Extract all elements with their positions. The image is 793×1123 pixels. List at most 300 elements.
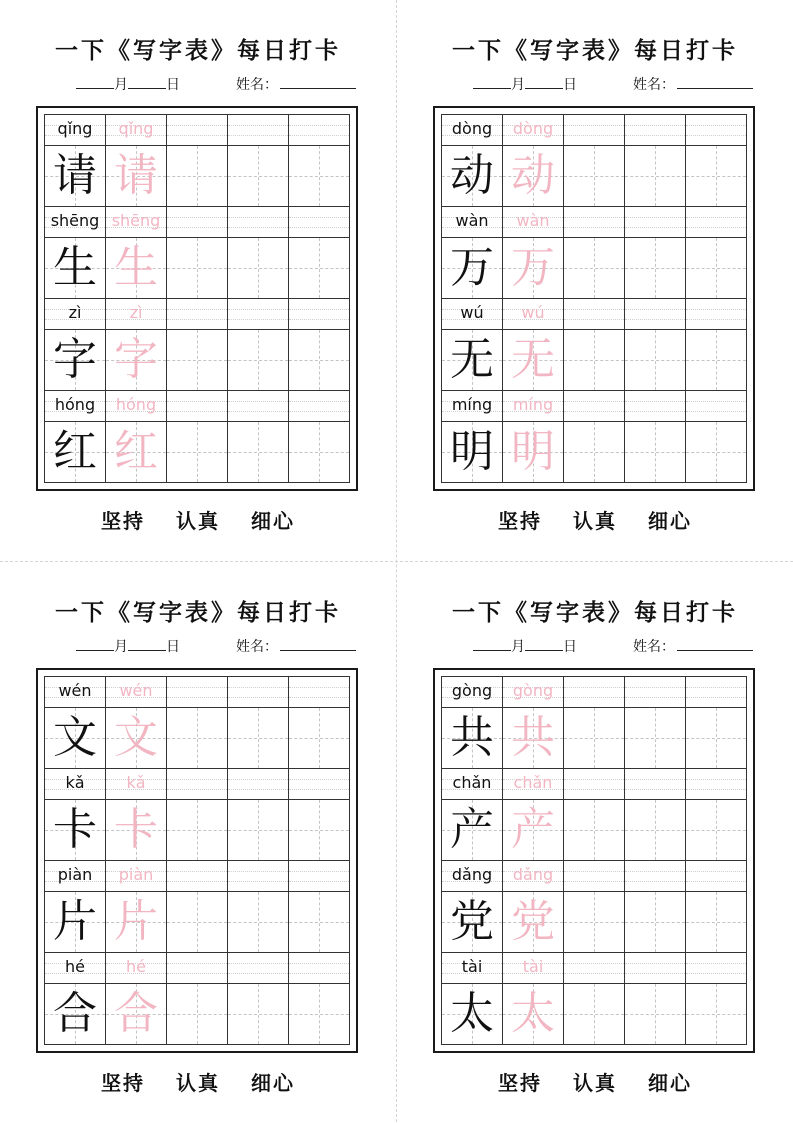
hanzi-trace-cell xyxy=(503,892,564,953)
pinyin-row xyxy=(45,115,350,146)
hanzi-trace-char: 无 xyxy=(511,334,555,385)
pinyin-trace-text: hé xyxy=(126,957,146,976)
hanzi-trace-char: 太 xyxy=(511,988,555,1039)
hanzi-blank-cell[interactable] xyxy=(686,146,747,207)
hanzi-blank-cell[interactable] xyxy=(564,708,625,769)
pinyin-row xyxy=(45,207,350,238)
pinyin-cell xyxy=(442,769,503,800)
pinyin-text: kǎ xyxy=(65,773,85,792)
hanzi-row xyxy=(442,892,747,953)
day-blank[interactable] xyxy=(128,76,166,89)
card-title: 一下《写字表》每日打卡 xyxy=(452,37,738,64)
card-title: 一下《写字表》每日打卡 xyxy=(55,37,341,64)
writing-grid xyxy=(44,676,350,1045)
pinyin-blank-cell[interactable] xyxy=(564,953,625,984)
hanzi-blank-cell[interactable] xyxy=(228,984,289,1045)
pinyin-blank-cell[interactable] xyxy=(167,115,228,146)
hanzi-blank-cell[interactable] xyxy=(228,422,289,483)
pinyin-text: tài xyxy=(461,957,483,976)
motto-word: 坚持 xyxy=(498,1071,543,1095)
hanzi-cell xyxy=(442,146,503,207)
pinyin-cell xyxy=(442,391,503,422)
hanzi-blank-cell[interactable] xyxy=(167,238,228,299)
hanzi-cell xyxy=(45,238,106,299)
pinyin-blank-cell[interactable] xyxy=(564,769,625,800)
pinyin-trace-cell xyxy=(503,207,564,238)
pinyin-blank-cell[interactable] xyxy=(686,861,747,892)
pinyin-trace-text: dòng xyxy=(512,119,554,138)
hanzi-blank-cell[interactable] xyxy=(686,984,747,1045)
hanzi-trace-cell xyxy=(106,238,167,299)
hanzi-row xyxy=(442,800,747,861)
date-name-line xyxy=(76,74,356,94)
pinyin-text: shēng xyxy=(50,211,100,230)
name-blank[interactable] xyxy=(280,638,356,651)
hanzi-blank-cell[interactable] xyxy=(289,146,350,207)
hanzi-blank-cell[interactable] xyxy=(625,238,686,299)
hanzi-row xyxy=(45,146,350,207)
writing-grid xyxy=(441,676,747,1045)
name-label: 姓名： xyxy=(633,77,675,93)
pinyin-blank-cell[interactable] xyxy=(228,953,289,984)
month-label: 月 xyxy=(114,639,128,655)
motto xyxy=(397,505,793,534)
hanzi-trace-cell xyxy=(106,146,167,207)
month-blank[interactable] xyxy=(76,638,114,651)
pinyin-cell xyxy=(45,391,106,422)
hanzi-trace-char: 片 xyxy=(114,896,158,947)
hanzi-char: 无 xyxy=(450,334,494,385)
pinyin-trace-cell xyxy=(106,115,167,146)
hanzi-blank-cell[interactable] xyxy=(289,892,350,953)
motto xyxy=(0,505,396,534)
motto-word: 坚持 xyxy=(101,509,146,533)
hanzi-trace-cell xyxy=(503,146,564,207)
motto-word: 认真 xyxy=(573,1071,617,1095)
pinyin-blank-cell[interactable] xyxy=(625,861,686,892)
hanzi-row xyxy=(45,238,350,299)
motto-word: 坚持 xyxy=(498,509,543,533)
hanzi-blank-cell[interactable] xyxy=(686,708,747,769)
pinyin-blank-cell[interactable] xyxy=(228,207,289,238)
pinyin-trace-cell xyxy=(503,953,564,984)
month-blank[interactable] xyxy=(473,76,511,89)
day-blank[interactable] xyxy=(525,638,563,651)
hanzi-char: 产 xyxy=(450,804,494,855)
pinyin-blank-cell[interactable] xyxy=(686,115,747,146)
hanzi-trace-cell xyxy=(106,984,167,1045)
pinyin-row xyxy=(45,391,350,422)
pinyin-blank-cell[interactable] xyxy=(228,391,289,422)
hanzi-cell xyxy=(442,892,503,953)
hanzi-cell xyxy=(45,708,106,769)
writing-grid-frame xyxy=(36,668,358,1053)
pinyin-text: wú xyxy=(460,303,484,322)
hanzi-blank-cell[interactable] xyxy=(625,330,686,391)
motto-word: 认真 xyxy=(176,1071,220,1095)
pinyin-text: zì xyxy=(68,303,82,322)
pinyin-trace-text: wén xyxy=(119,681,153,700)
hanzi-trace-char: 党 xyxy=(511,896,555,947)
pinyin-cell xyxy=(45,861,106,892)
pinyin-trace-text: shēng xyxy=(111,211,161,230)
month-label: 月 xyxy=(511,639,525,655)
pinyin-text: dòng xyxy=(451,119,493,138)
pinyin-trace-text: piàn xyxy=(118,865,154,884)
pinyin-cell xyxy=(45,115,106,146)
pinyin-trace-text: tài xyxy=(522,957,544,976)
hanzi-blank-cell[interactable] xyxy=(289,708,350,769)
hanzi-blank-cell[interactable] xyxy=(564,892,625,953)
pinyin-cell xyxy=(45,769,106,800)
hanzi-trace-cell xyxy=(503,800,564,861)
pinyin-trace-cell xyxy=(503,769,564,800)
pinyin-cell xyxy=(45,953,106,984)
writing-grid-frame xyxy=(36,106,358,491)
hanzi-char: 文 xyxy=(53,712,97,763)
hanzi-trace-char: 红 xyxy=(114,426,158,477)
pinyin-blank-cell[interactable] xyxy=(625,953,686,984)
hanzi-blank-cell[interactable] xyxy=(625,800,686,861)
pinyin-trace-cell xyxy=(503,391,564,422)
pinyin-blank-cell[interactable] xyxy=(167,769,228,800)
hanzi-blank-cell[interactable] xyxy=(228,146,289,207)
card-title: 一下《写字表》每日打卡 xyxy=(55,599,341,626)
hanzi-blank-cell[interactable] xyxy=(167,708,228,769)
hanzi-trace-char: 产 xyxy=(511,804,555,855)
pinyin-row xyxy=(442,953,747,984)
pinyin-row xyxy=(442,115,747,146)
pinyin-text: chǎn xyxy=(452,773,492,792)
pinyin-trace-text: chǎn xyxy=(513,773,553,792)
hanzi-char: 动 xyxy=(450,150,494,201)
hanzi-blank-cell[interactable] xyxy=(625,892,686,953)
pinyin-trace-cell xyxy=(106,769,167,800)
pinyin-trace-text: wàn xyxy=(516,211,550,230)
pinyin-row xyxy=(442,299,747,330)
hanzi-blank-cell[interactable] xyxy=(167,984,228,1045)
day-blank[interactable] xyxy=(128,638,166,651)
pinyin-blank-cell[interactable] xyxy=(686,953,747,984)
hanzi-blank-cell[interactable] xyxy=(167,892,228,953)
pinyin-trace-cell xyxy=(503,299,564,330)
name-blank[interactable] xyxy=(677,76,753,89)
pinyin-blank-cell[interactable] xyxy=(564,299,625,330)
hanzi-trace-char: 卡 xyxy=(114,804,158,855)
month-label: 月 xyxy=(511,77,525,93)
day-label: 日 xyxy=(563,77,577,93)
practice-card xyxy=(397,0,793,561)
hanzi-char: 卡 xyxy=(53,804,97,855)
pinyin-cell xyxy=(442,299,503,330)
pinyin-text: wén xyxy=(58,681,92,700)
pinyin-blank-cell[interactable] xyxy=(228,769,289,800)
motto xyxy=(0,1067,396,1096)
hanzi-blank-cell[interactable] xyxy=(625,422,686,483)
pinyin-blank-cell[interactable] xyxy=(289,769,350,800)
hanzi-blank-cell[interactable] xyxy=(625,984,686,1045)
hanzi-char: 太 xyxy=(450,988,494,1039)
hanzi-trace-cell xyxy=(503,708,564,769)
pinyin-trace-cell xyxy=(106,299,167,330)
pinyin-blank-cell[interactable] xyxy=(686,299,747,330)
hanzi-trace-char: 合 xyxy=(114,988,158,1039)
motto-word: 认真 xyxy=(573,509,617,533)
hanzi-trace-cell xyxy=(106,800,167,861)
pinyin-trace-text: wú xyxy=(521,303,545,322)
writing-grid-frame xyxy=(433,668,755,1053)
hanzi-blank-cell[interactable] xyxy=(167,146,228,207)
pinyin-blank-cell[interactable] xyxy=(686,769,747,800)
hanzi-cell xyxy=(442,422,503,483)
motto-word: 坚持 xyxy=(101,1071,146,1095)
pinyin-row xyxy=(45,953,350,984)
pinyin-row xyxy=(442,391,747,422)
hanzi-blank-cell[interactable] xyxy=(564,984,625,1045)
hanzi-blank-cell[interactable] xyxy=(686,800,747,861)
pinyin-cell xyxy=(442,115,503,146)
pinyin-trace-text: zì xyxy=(129,303,143,322)
pinyin-text: dǎng xyxy=(451,865,493,884)
pinyin-cell xyxy=(442,953,503,984)
hanzi-trace-char: 生 xyxy=(114,242,158,293)
hanzi-char: 红 xyxy=(53,426,97,477)
pinyin-blank-cell[interactable] xyxy=(167,677,228,708)
day-blank[interactable] xyxy=(525,76,563,89)
hanzi-trace-cell xyxy=(503,422,564,483)
hanzi-blank-cell[interactable] xyxy=(625,708,686,769)
day-label: 日 xyxy=(563,639,577,655)
pinyin-text: hóng xyxy=(54,395,96,414)
pinyin-blank-cell[interactable] xyxy=(228,115,289,146)
hanzi-trace-cell xyxy=(503,238,564,299)
hanzi-blank-cell[interactable] xyxy=(289,422,350,483)
pinyin-text: qǐng xyxy=(57,119,93,138)
hanzi-trace-char: 字 xyxy=(114,334,158,385)
pinyin-blank-cell[interactable] xyxy=(167,299,228,330)
hanzi-blank-cell[interactable] xyxy=(167,330,228,391)
pinyin-cell xyxy=(442,861,503,892)
pinyin-blank-cell[interactable] xyxy=(686,391,747,422)
pinyin-blank-cell[interactable] xyxy=(625,391,686,422)
hanzi-blank-cell[interactable] xyxy=(289,330,350,391)
pinyin-cell xyxy=(45,207,106,238)
pinyin-blank-cell[interactable] xyxy=(625,115,686,146)
hanzi-row xyxy=(442,984,747,1045)
pinyin-blank-cell[interactable] xyxy=(564,391,625,422)
pinyin-blank-cell[interactable] xyxy=(167,207,228,238)
pinyin-text: piàn xyxy=(57,865,93,884)
pinyin-row xyxy=(45,677,350,708)
hanzi-blank-cell[interactable] xyxy=(167,422,228,483)
hanzi-blank-cell[interactable] xyxy=(167,800,228,861)
hanzi-blank-cell[interactable] xyxy=(564,238,625,299)
name-blank[interactable] xyxy=(677,638,753,651)
motto-word: 细心 xyxy=(647,509,692,533)
pinyin-blank-cell[interactable] xyxy=(686,677,747,708)
hanzi-cell xyxy=(442,330,503,391)
hanzi-row xyxy=(442,422,747,483)
hanzi-row xyxy=(45,892,350,953)
day-label: 日 xyxy=(166,77,180,93)
motto xyxy=(397,1067,793,1096)
hanzi-trace-cell xyxy=(106,330,167,391)
pinyin-row xyxy=(45,769,350,800)
pinyin-blank-cell[interactable] xyxy=(289,391,350,422)
pinyin-trace-text: míng xyxy=(512,395,554,414)
hanzi-blank-cell[interactable] xyxy=(228,330,289,391)
hanzi-cell xyxy=(45,422,106,483)
month-blank[interactable] xyxy=(473,638,511,651)
hanzi-blank-cell[interactable] xyxy=(289,238,350,299)
hanzi-trace-char: 明 xyxy=(511,426,555,477)
pinyin-trace-cell xyxy=(503,861,564,892)
hanzi-blank-cell[interactable] xyxy=(686,330,747,391)
pinyin-blank-cell[interactable] xyxy=(167,391,228,422)
hanzi-trace-char: 文 xyxy=(114,712,158,763)
hanzi-char: 党 xyxy=(450,896,494,947)
pinyin-text: gòng xyxy=(451,681,493,700)
writing-grid-frame xyxy=(433,106,755,491)
pinyin-cell xyxy=(45,299,106,330)
hanzi-blank-cell[interactable] xyxy=(564,330,625,391)
hanzi-row xyxy=(442,146,747,207)
hanzi-row xyxy=(45,800,350,861)
hanzi-blank-cell[interactable] xyxy=(228,708,289,769)
hanzi-row xyxy=(45,708,350,769)
hanzi-blank-cell[interactable] xyxy=(228,238,289,299)
hanzi-blank-cell[interactable] xyxy=(289,984,350,1045)
pinyin-blank-cell[interactable] xyxy=(625,207,686,238)
hanzi-cell xyxy=(45,330,106,391)
hanzi-cell xyxy=(45,984,106,1045)
pinyin-blank-cell[interactable] xyxy=(167,861,228,892)
day-label: 日 xyxy=(166,639,180,655)
pinyin-text: wàn xyxy=(455,211,489,230)
pinyin-row xyxy=(45,299,350,330)
name-label: 姓名： xyxy=(633,639,675,655)
pinyin-blank-cell[interactable] xyxy=(564,861,625,892)
pinyin-trace-text: dǎng xyxy=(512,865,554,884)
hanzi-blank-cell[interactable] xyxy=(564,422,625,483)
hanzi-trace-cell xyxy=(106,422,167,483)
pinyin-trace-text: qǐng xyxy=(118,119,154,138)
pinyin-cell xyxy=(442,207,503,238)
practice-card xyxy=(0,0,396,561)
hanzi-char: 万 xyxy=(450,242,494,293)
hanzi-row xyxy=(442,330,747,391)
pinyin-trace-cell xyxy=(503,115,564,146)
name-label: 姓名： xyxy=(236,639,278,655)
hanzi-char: 共 xyxy=(450,712,494,763)
hanzi-row xyxy=(442,708,747,769)
motto-word: 细心 xyxy=(250,1071,295,1095)
hanzi-blank-cell[interactable] xyxy=(564,146,625,207)
hanzi-cell xyxy=(442,708,503,769)
hanzi-blank-cell[interactable] xyxy=(686,422,747,483)
pinyin-blank-cell[interactable] xyxy=(564,677,625,708)
pinyin-cell xyxy=(442,677,503,708)
pinyin-blank-cell[interactable] xyxy=(625,299,686,330)
pinyin-blank-cell[interactable] xyxy=(167,953,228,984)
hanzi-trace-char: 请 xyxy=(114,150,158,201)
hanzi-trace-cell xyxy=(106,892,167,953)
hanzi-blank-cell[interactable] xyxy=(564,800,625,861)
hanzi-trace-cell xyxy=(503,330,564,391)
month-label: 月 xyxy=(114,77,128,93)
pinyin-trace-cell xyxy=(503,677,564,708)
pinyin-trace-cell xyxy=(106,207,167,238)
practice-card xyxy=(397,562,793,1123)
hanzi-blank-cell[interactable] xyxy=(228,800,289,861)
hanzi-cell xyxy=(442,984,503,1045)
pinyin-row xyxy=(442,769,747,800)
hanzi-trace-char: 共 xyxy=(511,712,555,763)
hanzi-row xyxy=(45,330,350,391)
hanzi-cell xyxy=(45,800,106,861)
pinyin-blank-cell[interactable] xyxy=(686,207,747,238)
writing-grid xyxy=(44,114,350,483)
pinyin-trace-text: gòng xyxy=(512,681,554,700)
pinyin-blank-cell[interactable] xyxy=(564,115,625,146)
pinyin-row xyxy=(442,207,747,238)
pinyin-row xyxy=(45,861,350,892)
pinyin-cell xyxy=(45,677,106,708)
hanzi-blank-cell[interactable] xyxy=(686,238,747,299)
hanzi-char: 明 xyxy=(450,426,494,477)
pinyin-blank-cell[interactable] xyxy=(228,299,289,330)
pinyin-trace-cell xyxy=(106,861,167,892)
pinyin-blank-cell[interactable] xyxy=(564,207,625,238)
pinyin-blank-cell[interactable] xyxy=(228,861,289,892)
pinyin-blank-cell[interactable] xyxy=(625,769,686,800)
pinyin-blank-cell[interactable] xyxy=(289,207,350,238)
hanzi-char: 生 xyxy=(53,242,97,293)
name-label: 姓名： xyxy=(236,77,278,93)
pinyin-blank-cell[interactable] xyxy=(289,677,350,708)
hanzi-row xyxy=(45,984,350,1045)
hanzi-cell xyxy=(442,238,503,299)
pinyin-blank-cell[interactable] xyxy=(289,299,350,330)
hanzi-row xyxy=(45,422,350,483)
pinyin-trace-text: hóng xyxy=(115,395,157,414)
hanzi-cell xyxy=(45,892,106,953)
pinyin-blank-cell[interactable] xyxy=(625,677,686,708)
hanzi-blank-cell[interactable] xyxy=(686,892,747,953)
hanzi-trace-char: 动 xyxy=(511,150,555,201)
motto-word: 细心 xyxy=(647,1071,692,1095)
pinyin-blank-cell[interactable] xyxy=(228,677,289,708)
date-name-line xyxy=(473,636,753,656)
pinyin-trace-cell xyxy=(106,953,167,984)
pinyin-trace-cell xyxy=(106,391,167,422)
motto-word: 认真 xyxy=(176,509,220,533)
hanzi-cell xyxy=(45,146,106,207)
card-title: 一下《写字表》每日打卡 xyxy=(452,599,738,626)
hanzi-blank-cell[interactable] xyxy=(228,892,289,953)
hanzi-blank-cell[interactable] xyxy=(625,146,686,207)
name-blank[interactable] xyxy=(280,76,356,89)
pinyin-blank-cell[interactable] xyxy=(289,953,350,984)
pinyin-blank-cell[interactable] xyxy=(289,861,350,892)
hanzi-trace-char: 万 xyxy=(511,242,555,293)
hanzi-trace-cell xyxy=(503,984,564,1045)
pinyin-row xyxy=(442,861,747,892)
month-blank[interactable] xyxy=(76,76,114,89)
pinyin-blank-cell[interactable] xyxy=(289,115,350,146)
pinyin-text: míng xyxy=(451,395,493,414)
hanzi-blank-cell[interactable] xyxy=(289,800,350,861)
